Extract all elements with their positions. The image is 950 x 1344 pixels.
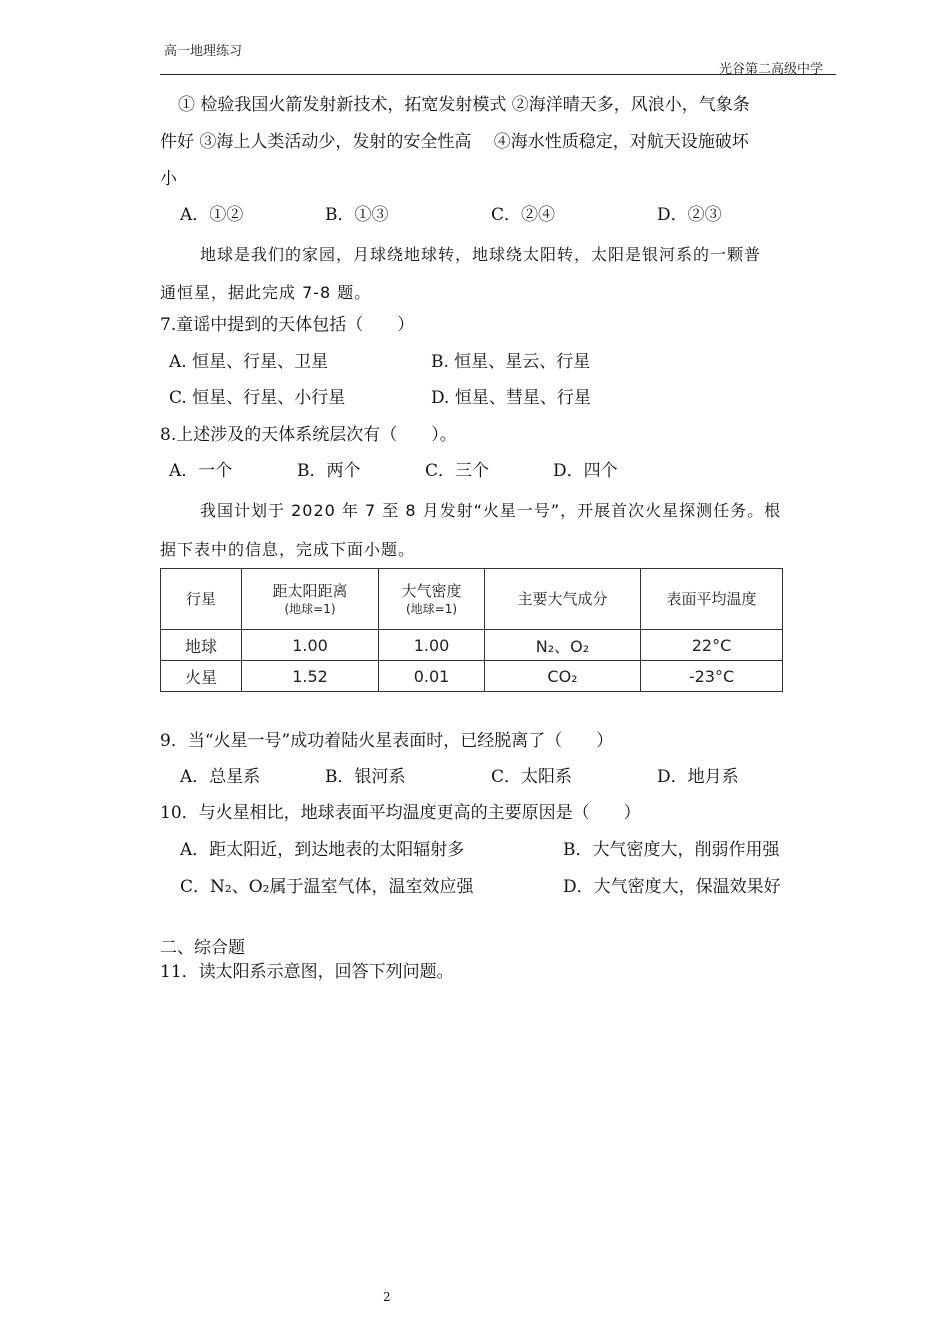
q6-option-line-2: 件好 ③海上人类活动少，发射的安全性高 ④海水性质稳定，对航天设施破坏 — [160, 132, 749, 152]
passage-7-8-line-2: 通恒星，据此完成 7-8 题。 — [160, 283, 372, 302]
section-2-title: 二、综合题 — [160, 938, 245, 958]
table-header-temperature: 表面平均温度 — [641, 569, 783, 630]
table-cell-distance: 1.00 — [242, 630, 379, 661]
q10-choice-d: D．大气密度大，保温效果好 — [563, 877, 781, 897]
passage-9-10-line-2: 据下表中的信息，完成下面小题。 — [160, 540, 416, 559]
q7-choice-d: D. 恒星、彗星、行星 — [431, 388, 591, 408]
q9-choice-c: C．太阳系 — [491, 767, 573, 787]
q6-choice-c: C．②④ — [491, 205, 556, 225]
q11-stem: 11．读太阳系示意图，回答下列问题。 — [160, 962, 454, 982]
q8-choice-c: C．三个 — [425, 461, 490, 481]
q10-choice-b: B．大气密度大，削弱作用强 — [563, 840, 780, 860]
page-number: 2 — [383, 1290, 391, 1304]
table-cell-planet: 地球 — [161, 630, 242, 661]
table-header-row — [161, 569, 783, 630]
passage-7-8-line-1: 地球是我们的家园，月球绕地球转，地球绕太阳转，太阳是银河系的一颗普 — [200, 245, 762, 264]
planet-comparison-table — [160, 568, 783, 692]
q10-stem: 10．与火星相比，地球表面平均温度更高的主要原因是（ ） — [160, 803, 641, 823]
q6-option-line-1: ① 检验我国火箭发射新技术，拓宽发射模式 ②海洋晴天多，风浪小，气象条 — [178, 95, 750, 115]
passage-9-10-line-1: 我国计划于 2020 年 7 至 8 月发射“火星一号”，开展首次火星探测任务。根 — [200, 501, 782, 520]
q9-choice-b: B．银河系 — [325, 767, 406, 787]
table-cell-temperature: -23°C — [641, 661, 783, 692]
header-left: 高一地理练习 — [164, 44, 243, 59]
q8-choice-b: B．两个 — [297, 461, 361, 481]
q10-choice-a: A．距太阳近，到达地表的太阳辐射多 — [180, 840, 465, 860]
q10-choice-c: C．N₂、O₂属于温室气体，温室效应强 — [180, 877, 474, 897]
q9-choice-d: D．地月系 — [657, 767, 739, 787]
table-header-distance: 距太阳距离 (地球=1) — [242, 569, 379, 630]
q7-choice-c: C. 恒星、行星、小行星 — [169, 388, 346, 408]
table-cell-planet: 火星 — [161, 661, 242, 692]
header-right: 光谷第二高级中学 — [719, 62, 824, 77]
table-cell-distance: 1.52 — [242, 661, 379, 692]
table-row — [161, 630, 783, 661]
table-cell-temperature: 22°C — [641, 630, 783, 661]
q6-choice-b: B．①③ — [325, 205, 389, 225]
q7-choice-b: B. 恒星、星云、行星 — [431, 352, 591, 372]
q6-option-line-3: 小 — [160, 169, 177, 189]
q9-choice-a: A．总星系 — [180, 767, 261, 787]
q8-choice-d: D．四个 — [553, 461, 618, 481]
table-header-planet: 行星 — [161, 569, 242, 630]
q9-stem: 9．当“火星一号”成功着陆火星表面时，已经脱离了（ ） — [160, 731, 614, 751]
header-rule — [160, 74, 836, 75]
q7-choice-a: A. 恒星、行星、卫星 — [169, 352, 329, 372]
q6-choice-a: A．①② — [180, 205, 244, 225]
table-header-composition: 主要大气成分 — [485, 569, 641, 630]
table-cell-composition: N₂、O₂ — [485, 630, 641, 661]
q8-stem: 8.上述涉及的天体系统层次有（ ）。 — [160, 425, 457, 445]
table-cell-density: 0.01 — [379, 661, 485, 692]
q6-choice-d: D．②③ — [657, 205, 722, 225]
q8-choice-a: A．一个 — [169, 461, 233, 481]
table-header-density: 大气密度 (地球=1) — [379, 569, 485, 630]
table-row — [161, 661, 783, 692]
table-cell-density: 1.00 — [379, 630, 485, 661]
q7-stem: 7.童谣中提到的天体包括（ ） — [160, 315, 415, 335]
table-cell-composition: CO₂ — [485, 661, 641, 692]
